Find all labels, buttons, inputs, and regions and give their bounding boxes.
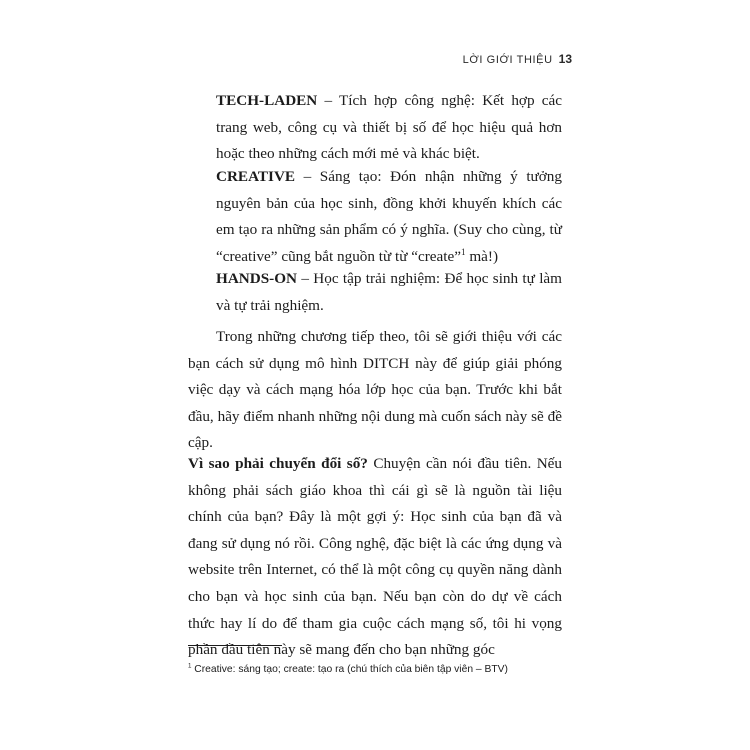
definition-text: – Tích hợp công nghệ: Kết hợp các trang web, công cụ và thiết bị số để học hiệu quả hơn hoặc theo những cách mới mẻ và khác biệt. — [216, 92, 562, 163]
definition-tech-laden — [216, 88, 562, 168]
running-header — [463, 52, 572, 66]
definition-term: HANDS-ON — [216, 270, 298, 287]
body-paragraph-2 — [188, 451, 562, 664]
definition-term: TECH-LADEN — [216, 92, 318, 109]
definition-text: – Học tập trải nghiệm: Để học sinh tự làm và tự trải nghiệm. — [216, 270, 562, 314]
footnote-text: Creative: sáng tạo; create: tạo ra (chú thích của biên tập viên – BTV) — [191, 664, 508, 675]
footnote — [188, 664, 568, 675]
body-paragraph-1: Trong những chương tiếp theo, tôi sẽ giới thiệu với các bạn cách sử dụng mô hình DITCH này để giúp giải phóng việc dạy và cách mạng hóa lớp học của bạn. Trước khi bắt đầu, hãy điểm nhanh những nội dung mà cuốn sách này sẽ đề cập. — [188, 328, 562, 452]
definition-creative — [216, 164, 562, 270]
page-number: 13 — [558, 52, 572, 66]
definition-text-after: mà!) — [465, 247, 499, 265]
paragraph-lead-heading: Vì sao phải chuyển đổi số? — [188, 455, 368, 472]
footnote-reference: 1 — [461, 246, 466, 257]
definition-hands-on — [216, 266, 562, 319]
footnote-divider — [188, 645, 282, 646]
section-title: LỜI GIỚI THIỆU — [462, 54, 553, 66]
paragraph-text: Chuyện cần nói đầu tiên. Nếu không phải sách giáo khoa thì cái gì sẽ là nguồn tài liệu chính của bạn? Đây là một gợi ý: Học sinh của bạn đã và đang sử dụng nó rồi. Công nghệ, đặc biệt là các ứng dụng và website trên Internet, có thể là một công cụ quyền năng dành cho bạn và học sinh của bạn. Nếu bạn còn do dự về cách thức hay lí do để tham gia cuộc cách mạng số, tôi hi vọng phần đầu tiên này sẽ mang đến cho bạn những góc — [188, 455, 563, 659]
definition-term: CREATIVE — [216, 168, 296, 185]
definition-text: – Sáng tạo: Đón nhận những ý tưởng nguyên bản của học sinh, đồng khởi khuyến khích các em tạo ra những sản phẩm có ý nghĩa. (Suy cho cùng, từ “creative” cũng bắt nguồn từ từ “create” — [216, 168, 562, 265]
footnote-number: 1 — [188, 662, 192, 670]
